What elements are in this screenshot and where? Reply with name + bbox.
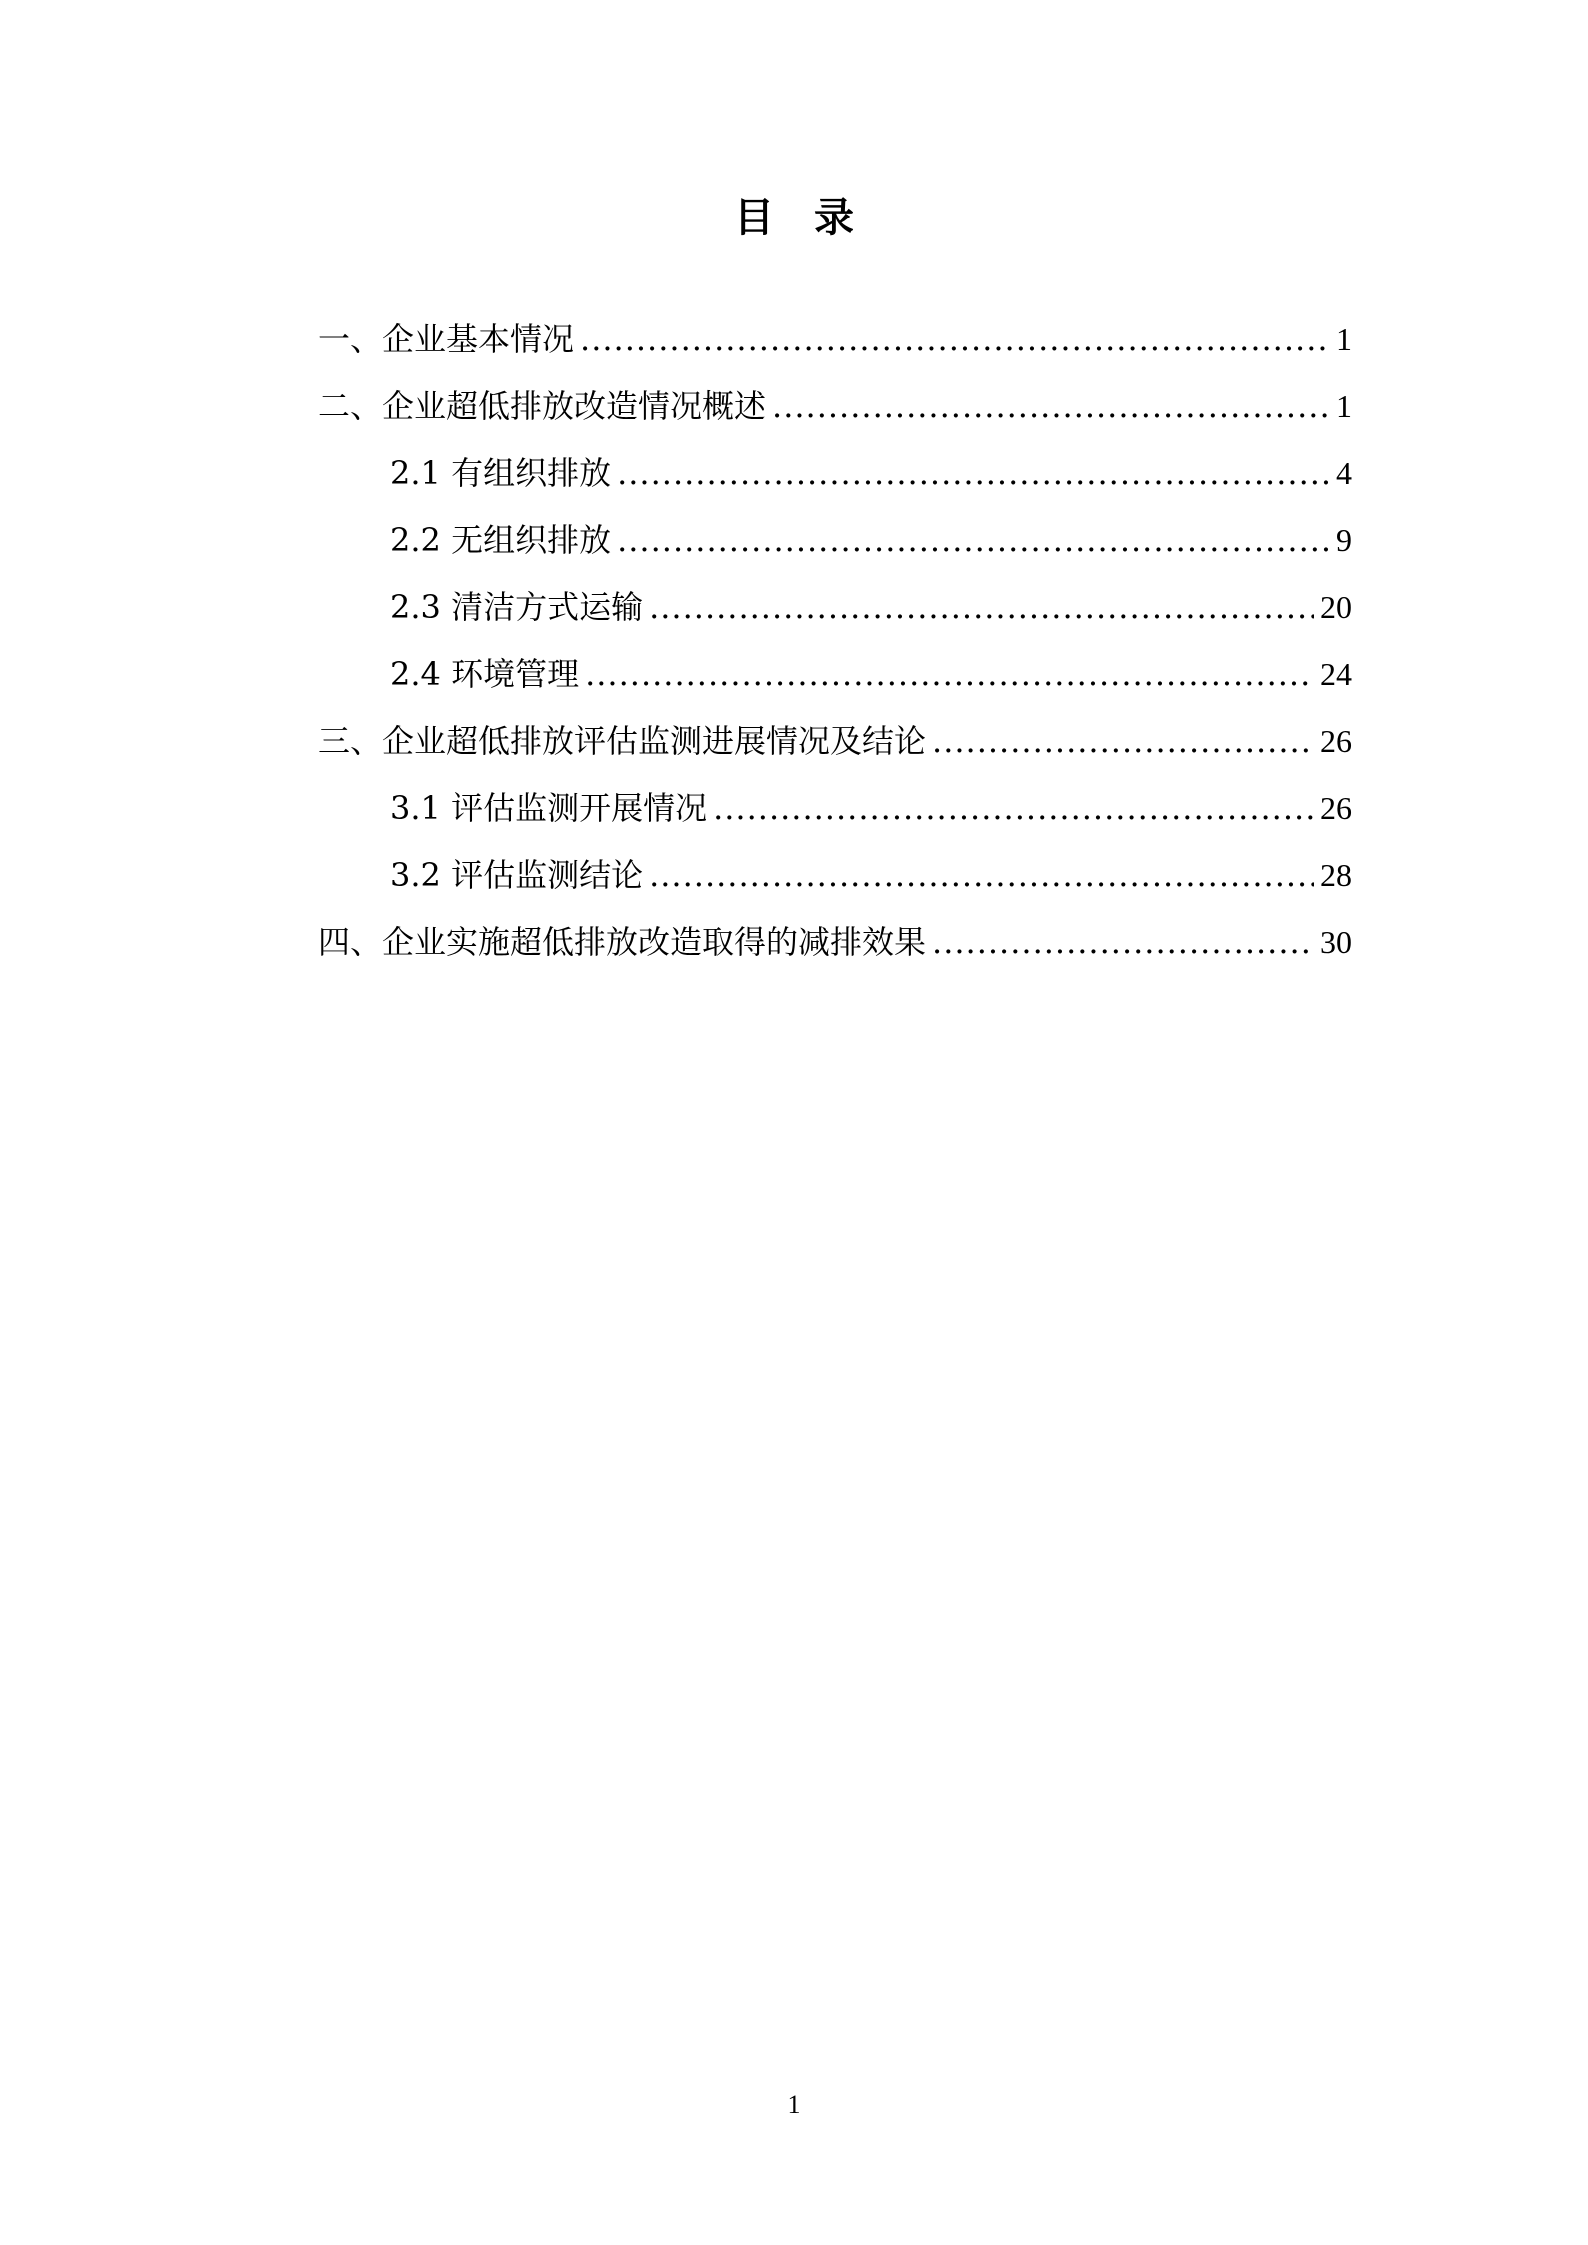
toc-entry-page: 28 <box>1320 857 1352 893</box>
toc-entry-label: 二、企业超低排放改造情况概述 <box>318 387 767 425</box>
toc-entry-label: 四、企业实施超低排放改造取得的减排效果 <box>318 923 927 961</box>
toc-entry[interactable] <box>318 440 1352 507</box>
toc-entry-label: 3.2 评估监测结论 <box>390 856 644 894</box>
toc-entry-page: 26 <box>1320 723 1352 759</box>
toc-entry-page: 26 <box>1320 790 1352 826</box>
table-of-contents <box>318 306 1352 976</box>
toc-entry-page: 30 <box>1320 924 1352 960</box>
toc-entry-label: 2.2 无组织排放 <box>390 521 612 559</box>
toc-entry[interactable] <box>318 507 1352 574</box>
toc-entry[interactable] <box>318 842 1352 909</box>
toc-entry[interactable] <box>318 373 1352 440</box>
toc-entry-page: 9 <box>1336 522 1352 558</box>
toc-entry[interactable] <box>318 641 1352 708</box>
toc-leader-dots <box>932 708 1314 775</box>
toc-entry-page: 4 <box>1336 455 1352 491</box>
toc-leader-dots <box>713 775 1314 842</box>
toc-entry-page: 20 <box>1320 589 1352 625</box>
toc-leader-dots <box>649 574 1314 641</box>
toc-leader-dots <box>932 909 1314 976</box>
toc-entry[interactable] <box>318 574 1352 641</box>
page-number: 1 <box>787 2090 801 2119</box>
toc-entry-label: 3.1 评估监测开展情况 <box>390 789 708 827</box>
toc-entry-page: 24 <box>1320 656 1352 692</box>
toc-entry-label: 2.1 有组织排放 <box>390 454 612 492</box>
page-title: 目录 <box>734 194 894 241</box>
toc-leader-dots <box>585 641 1314 708</box>
toc-entry[interactable] <box>318 708 1352 775</box>
toc-entry-page: 1 <box>1336 321 1352 357</box>
toc-entry-page: 1 <box>1336 388 1352 424</box>
toc-entry[interactable] <box>318 909 1352 976</box>
toc-leader-dots <box>580 306 1330 373</box>
toc-entry-label: 2.3 清洁方式运输 <box>390 588 644 626</box>
toc-entry-label: 一、企业基本情况 <box>318 320 575 358</box>
toc-entry[interactable] <box>318 306 1352 373</box>
toc-leader-dots <box>617 507 1330 574</box>
toc-leader-dots <box>649 842 1314 909</box>
toc-leader-dots <box>772 373 1330 440</box>
toc-entry-label: 2.4 环境管理 <box>390 655 580 693</box>
toc-entry-label: 三、企业超低排放评估监测进展情况及结论 <box>318 722 927 760</box>
toc-leader-dots <box>617 440 1330 507</box>
toc-entry[interactable] <box>318 775 1352 842</box>
